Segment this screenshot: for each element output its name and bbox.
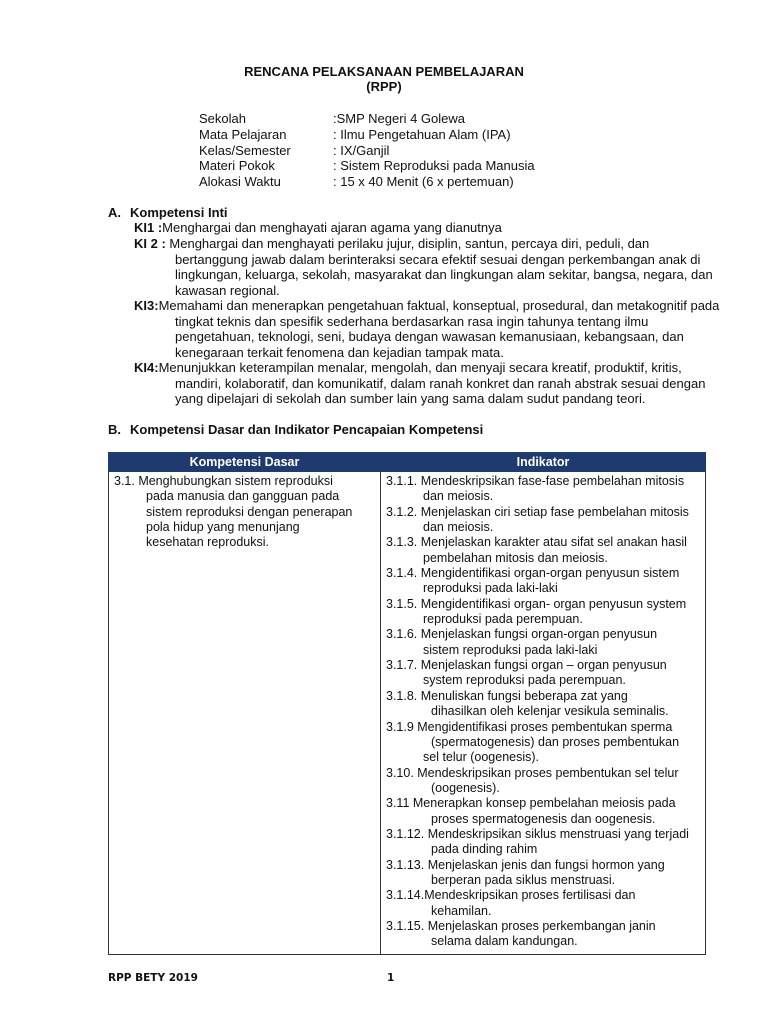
indicator-line: 3.1.5. Mengidentifikasi organ- organ penyusun system [386, 596, 687, 611]
ki3-line: Memahami dan menerapkan pengetahuan faktual, konseptual, prosedural, dan metakognitif pada [158, 298, 720, 313]
indicator-item [386, 827, 701, 858]
indicator-item [386, 858, 701, 889]
indicator-item [386, 689, 701, 720]
table-row [109, 472, 706, 955]
header-kompetensi-dasar: Kompetensi Dasar [109, 453, 381, 472]
indicator-line: 3.1.7. Menjelaskan fungsi organ – organ penyusun [386, 658, 667, 673]
indicator-item [386, 566, 701, 597]
page-number: 1 [387, 972, 395, 984]
indicator-line: (oogenesis). [431, 780, 500, 795]
indicator-line: dan meiosis. [423, 489, 494, 504]
indicator-line: 3.1.14.Mendeskripsikan proses fertilisasi dan [386, 888, 636, 903]
ki3-label: KI3: [134, 298, 159, 313]
info-label: Materi Pokok [199, 158, 275, 174]
footer-label: RPP BETY 2019 [108, 972, 198, 984]
ki3-block [134, 298, 719, 360]
indicator-line: pada dinding rahim [431, 842, 538, 857]
info-value: : Sistem Reproduksi pada Manusia [333, 158, 535, 174]
document-title: RENCANA PELAKSANAAN PEMBELAJARAN [244, 64, 524, 79]
indicator-item [386, 658, 701, 689]
indicator-line: dan meiosis. [423, 520, 494, 535]
indicator-cell [381, 472, 706, 955]
section-b-heading [108, 422, 483, 437]
info-label: Kelas/Semester [199, 142, 291, 158]
indicator-item [386, 474, 701, 505]
section-letter: A. [108, 205, 121, 220]
indicator-line: 3.10. Mendeskripsikan proses pembentukan sel telur [386, 765, 679, 780]
indicator-line: proses spermatogenesis dan oogenesis. [431, 811, 656, 826]
section-title: Kompetensi Dasar dan Indikator Pencapaian Kompetensi [130, 422, 484, 437]
indicator-item [386, 919, 701, 950]
indicator-item [386, 597, 701, 628]
kd-cell [109, 472, 381, 955]
indicator-line: 3.1.6. Menjelaskan fungsi organ-organ penyusun [386, 627, 658, 642]
indicator-line: pembelahan mitosis dan meiosis. [423, 550, 608, 565]
indicator-line: berperan pada siklus menstruasi. [431, 872, 616, 887]
ki4-line: yang dipelajari di sekolah dan sumber lain yang sama dalam sudut pandang teori. [175, 391, 646, 407]
indicator-line: reproduksi pada laki-laki [423, 581, 558, 596]
section-a-heading [108, 205, 228, 220]
ki1-text: Menghargai dan menghayati ajaran agama yang dianutnya [162, 220, 502, 235]
ki4-label: KI4: [134, 360, 159, 375]
indicator-item [386, 766, 701, 797]
kd-indicator-table [108, 452, 706, 955]
indicator-line: 3.1.12. Mendeskripsikan siklus menstruasi yang terjadi [386, 826, 689, 841]
kd-line: sistem reproduksi dengan penerapan [146, 504, 353, 519]
ki4-line: Menunjukkan keterampilan menalar, mengolah, dan menyaji secara kreatif, produktif, kritis, [158, 360, 682, 375]
indicator-item [386, 888, 701, 919]
indicator-line: 3.1.15. Menjelaskan proses perkembangan janin [386, 918, 656, 933]
info-value: : 15 x 40 Menit (6 x pertemuan) [333, 174, 514, 190]
info-label: Mata Pelajaran [199, 126, 287, 142]
kd-line: 3.1. Menghubungkan sistem reproduksi [114, 474, 333, 488]
indicator-line: (spermatogenesis) dan proses pembentukan [431, 734, 680, 749]
ki1-label: KI1 : [134, 220, 163, 235]
ki2-label: KI 2 : [134, 236, 166, 251]
indicator-line: 3.11 Menerapkan konsep pembelahan meiosis pada [386, 796, 676, 811]
indicator-line: selama dalam kandungan. [431, 934, 578, 949]
ki2-line: lingkungan, keluarga, sekolah, masyarakat dan lingkungan alam sekitar, bangsa, negara, dan [175, 267, 713, 283]
ki4-block [134, 360, 705, 407]
indicator-line: 3.1.3. Menjelaskan karakter atau sifat sel anakan hasil [386, 535, 687, 550]
kd-line: pada manusia dan gangguan pada [146, 489, 340, 504]
section-title: Kompetensi Inti [130, 205, 228, 220]
indicator-line: 3.1.13. Menjelaskan jenis dan fungsi hormon yang [386, 857, 665, 872]
indicator-line: kehamilan. [431, 903, 492, 918]
info-value: :SMP Negeri 4 Golewa [333, 111, 465, 126]
section-letter: B. [108, 422, 121, 437]
ki3-line: tingkat teknis dan spesifik sederhana berdasarkan rasa ingin tahunya tentang ilmu [175, 313, 649, 329]
info-label: Sekolah [199, 111, 246, 126]
indicator-line: dihasilkan oleh kelenjar vesikula seminalis. [431, 704, 669, 719]
ki2-line: Menghargai dan menghayati perilaku jujur, disiplin, santun, percaya diri, peduli, dan [165, 236, 650, 251]
info-value: : IX/Ganjil [333, 142, 390, 158]
indicator-line: sistem reproduksi pada laki-laki [423, 642, 598, 657]
ki3-line: pengetahuan, teknologi, seni, budaya dengan wawasan kemanusiaan, kebangsaan, dan [175, 329, 684, 345]
document-subtitle: (RPP) [366, 79, 402, 94]
ki2-block [134, 236, 713, 298]
info-label: Alokasi Waktu [199, 174, 281, 190]
indicator-item [386, 505, 701, 536]
ki4-line: mandiri, kolaboratif, dan komunikatif, dalam ranah konkret dan ranah abstrak sesuai dengan [175, 375, 706, 391]
kd-line: pola hidup yang menunjang [146, 519, 300, 534]
ki2-line: bertanggung jawab dalam berinteraksi secara efektif sesuai dengan perkembangan anak di [175, 251, 701, 267]
indicator-item [386, 720, 701, 766]
indicator-item [386, 796, 701, 827]
indicator-line: system reproduksi pada perempuan. [423, 673, 626, 688]
indicator-item [386, 627, 701, 658]
table-header-row [109, 453, 706, 472]
indicator-item [386, 535, 701, 566]
indicator-line: reproduksi pada perempuan. [423, 612, 583, 627]
info-value: : Ilmu Pengetahuan Alam (IPA) [333, 126, 511, 142]
indicator-line: 3.1.9 Mengidentifikasi proses pembentukan sperma [386, 719, 673, 734]
indicator-line: 3.1.1. Mendeskripsikan fase-fase pembelahan mitosis [386, 474, 685, 488]
header-indikator: Indikator [381, 453, 706, 472]
ki3-line: kenegaraan terkait fenomena dan kejadian tampak mata. [175, 344, 504, 360]
ki1-block [134, 220, 502, 236]
ki2-line: kawasan regional. [175, 282, 280, 298]
kd-line: kesehatan reproduksi. [146, 535, 269, 550]
indicator-line: sel telur (oogenesis). [423, 750, 540, 765]
indicator-line: 3.1.2. Menjelaskan ciri setiap fase pembelahan mitosis [386, 504, 689, 519]
indicator-line: 3.1.4. Mengidentifikasi organ-organ penyusun sistem [386, 566, 680, 581]
indicator-line: 3.1.8. Menuliskan fungsi beberapa zat yang [386, 688, 628, 703]
